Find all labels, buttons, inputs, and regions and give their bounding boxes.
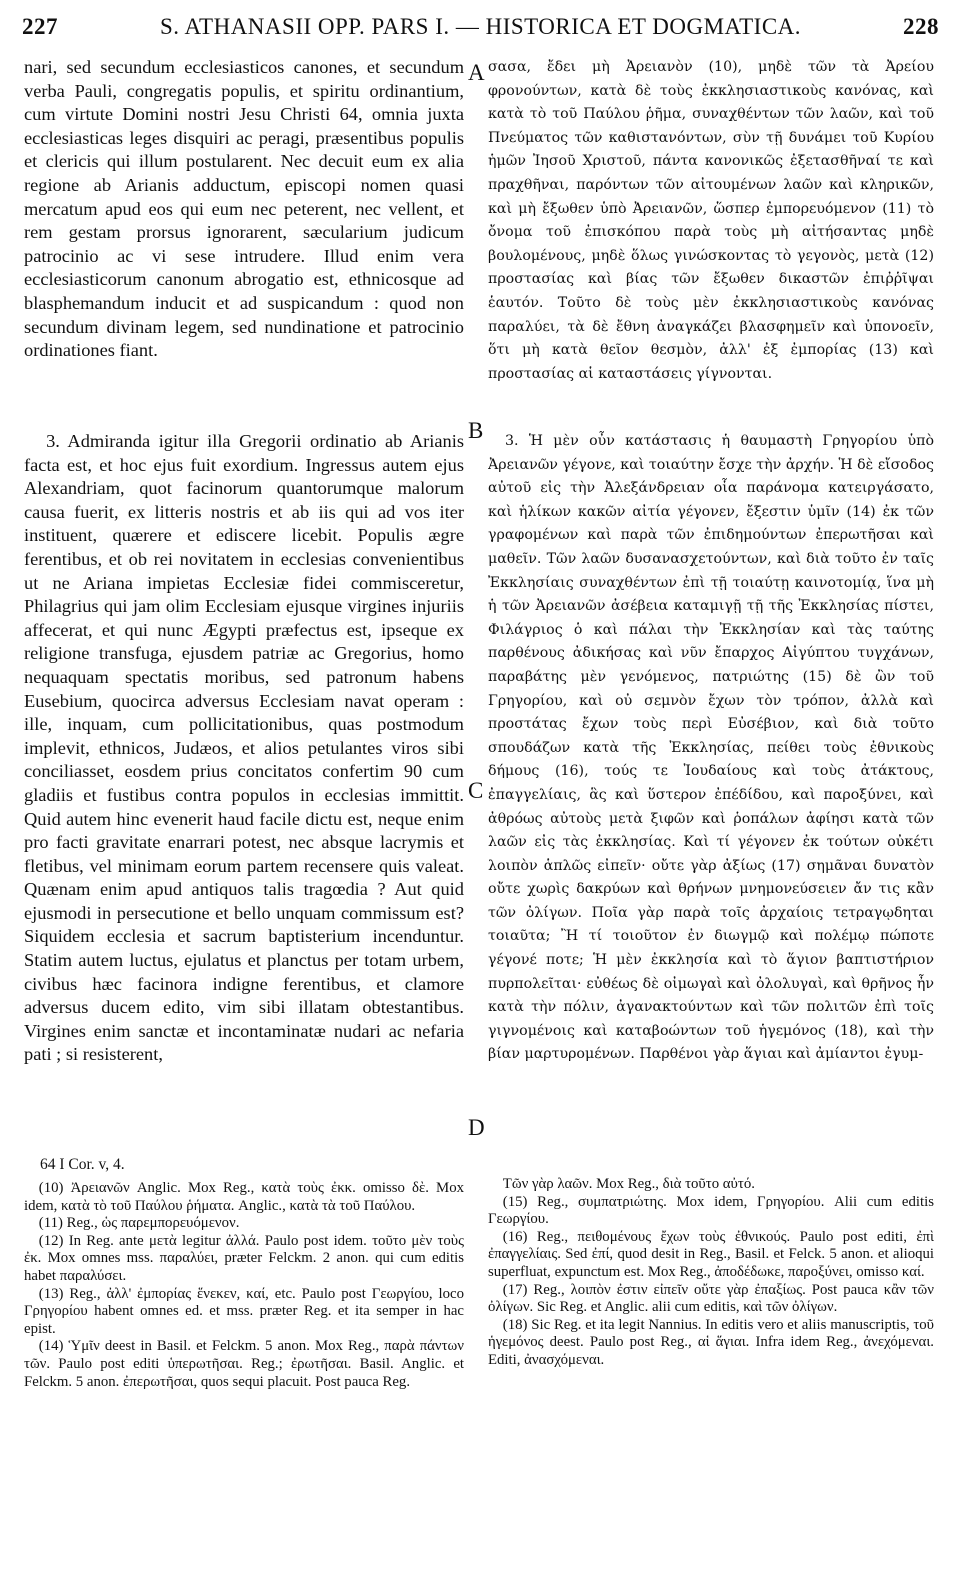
latin-column-top (24, 56, 464, 396)
note-18: (18) Sic Reg. et ita legit Nannius. In editis vero et aliis manuscriptis, τοῦ ἡγεμόνος deest. Paulo post Reg., αἱ ἅγιαι. Infra idem Reg., ἀνεχόμεναι. Editi, ἀνασχόμεναι. (488, 1316, 934, 1368)
margin-marker-a: A (468, 60, 485, 85)
note-12: (12) In Reg. ante μετὰ legitur ἀλλά. Paulo post idem. τοῦτο μὲν τοὺς ἐκ. Mox omnes mss. παραλύει, præter Felckm. 2 anon. qui cum editis habet παραλύσει. (24, 1232, 464, 1284)
latin-paragraph-1: nari, sed secundum ecclesiasticos canones, et secundum verba Pauli, congregatis populis, et spiritu ordinantium, cum virtute Domini nostri Jesu Christi 64, omnia juxta ecclesiasticas leges disquiri ac peragi, præsentibus populis et clericis qui illum postularent. Nec decuit eum ex alia regione ab Arianis adductum, episcopi nomen quasi mercatum apud eos qui eum nec peterent, nec vellent, et rem gestam prorsus ignorarent, sæcularium judicum patrocinio ac vi sese intrudere. Illud enim vera ecclesiasticorum canonum abrogatio est, ethnicosque ad blasphemandum inducit et ad suspicandum : quod non secundum divinam legem, sed nundinatione et patrocinio ordinationes fiant. (24, 57, 464, 361)
latin-paragraph-2: 3. Admiranda igitur illa Gregorii ordinatio ab Arianis facta est, et hoc ejus fuit exordium. Ingressus autem ejus Alexandriam, quot facinorum quantorumque malorum causa fuerit, ex litteris nostris et ab iis qui ad vos iter instituent, quærere et ediscere licebit. Populis ægre ferentibus, et ob rei novitatem in ecclesias convenientibus ut ne Ariana impietas Ecclesiæ fidei commisceretur, Philagrius qui jam olim Ecclesiam ejusque virgines injuriis affecerat, et qui nunc Ægypti præfectus est, ipseque ex religione transfuga, ejusdem patriæ ac Gregorius, homo nequaquam spectatis moribus, sed patronum habens Eusebium, quocirca adversus Ecclesiam navat operam : ille, inquam, cum pollicitationibus, quas postmodum implevit, ethnicos, Judæos, et alios petulantes viros sibi conciliasset, eosdem prius concitatos confertim 90 cum gladiis et fustibus contra populos in ecclesias immittit. Quid autem hinc evenerit haud facile dictu est, neque enim pro facti gravitate enarrari potest, nec absque lacrymis et fletibus, vel minimam eorum partem recensere quis valeat. Quænam enim apud antiquos talis tragœdia ? Aut quid ejusmodi in persecutione et bello unquam commissum est? Siquidem ecclesia et sacrum baptisterium incenduntur. Statim autem luctus, ejulatus et planctus per totam urbem, civibus hæc facinora indigne ferentibus, et clamore adversus ducem edito, vim sibi illatam obtestantibus. Virgines enim sanctæ et incontaminatæ nudari ac nefaria pati ; si resisterent, (24, 431, 464, 1065)
greek-column-top (488, 56, 934, 428)
margin-marker-c: C (468, 778, 484, 803)
margin-marker-d: D (468, 1115, 485, 1140)
page-number-right: 228 (903, 14, 939, 39)
page-number-left: 227 (22, 14, 58, 39)
greek-column-bottom (488, 430, 934, 1150)
note-10: (10) Ἀρειανῶν Anglic. Mox Reg., κατὰ τοὺς ἐκκ. omisso δὲ. Mox idem, κατὰ τὸ τοῦ Παύλου ῥήματα. Anglic., κατὰ τὰ τοῦ Παύλου. (24, 1180, 464, 1214)
latin-column-bottom (24, 430, 464, 1150)
greek-paragraph-1: σασα, ἔδει μὴ Ἀρειανὸν (10), μηδὲ τῶν τὰ Ἀρείου φρονούντων, κατὰ δὲ τοὺς ἐκκλησιαστικοὺς κανόνας, καὶ κατὰ τὸ τοῦ Παύλου ῥῆμα, συναχθέντων τῶν λαῶν, καὶ τοῦ Πνεύματος τῶν καθιστανόντων, σὺν τῇ δυνάμει τοῦ Κυρίου ἡμῶν Ἰησοῦ Χριστοῦ, πάντα κανονικῶς ἐξετασθῆναί τε καὶ πραχθῆναι, παρόντων τῶν αἰτουμένων λαῶν καὶ κληρικῶν, καὶ μὴ ἔξωθεν ὑπὸ Ἀρειανῶν, ὥσπερ ἐμπορευόμενον (11) τὸ ὄνομα τοῦ ἐπισκόπου παρὰ τοὺς μὴ αἰτήσαντας μηδὲ βουλομένους, μηδὲ ὅλως γινώσκοντας τὸ γεγονὸς, μετὰ (12) προστασίας καὶ βίας τῶν ἔξωθεν δικαστῶν ἐπιῤῥῖψαι ἑαυτόν. Τοῦτο δὲ τοὺς μὲν ἐκκλησιαστικοὺς κανόνας παραλύει, τὰ δὲ ἔθνη ἀναγκάζει βλασφημεῖν καὶ ὑπονοεῖν, ὅτι μὴ κατὰ θεῖον θεσμὸν, ἀλλ' ἐξ ἐμπορίας (13) καὶ προστασίας αἱ καταστάσεις γίγνονται. (488, 59, 934, 382)
note-13: (13) Reg., ἀλλ' ἐμπορίας ἕνεκεν, καί, etc. Paulo post Γεωργίου, loco Γρηγορίου habent omnes ed. et mss. præter Reg. et ita semper in hac epist. (24, 1285, 464, 1337)
note-15: (15) Reg., συμπατριώτης. Mox idem, Γρηγορίου. Alii cum editis Γεωργίου. (488, 1193, 934, 1228)
running-title: S. ATHANASII OPP. PARS I. — HISTORICA ET DOGMATICA. (159, 14, 802, 39)
margin-marker-b: B (468, 418, 484, 443)
notes-left-column (24, 1180, 464, 1560)
note-14-continued: Τῶν γὰρ λαῶν. Mox Reg., διὰ τοῦτο αὐτό. (502, 1176, 755, 1192)
notes-right-column (488, 1176, 934, 1556)
note-16: (16) Reg., πειθομένους ἔχων τοὺς ἐθνικούς. Paulo post editi, ἐπὶ ἐπαγγελίαις. Sed ἐπί, quod desit in Reg., Basil. et Felck. 5 anon. et alioqui superfluat, expunctum est. Mox Reg., ἀποδέδωκε, παροξύνει, omisso καί. (488, 1228, 934, 1280)
note-11: (11) Reg., ὡς παρεμπορευόμενον. (38, 1215, 240, 1232)
greek-paragraph-2: 3. Ἡ μὲν οὖν κατάστασις ἡ θαυμαστὴ Γρηγορίου ὑπὸ Ἀρειανῶν γέγονε, καὶ τοιαύτην ἔσχε τὴν ἀρχήν. Ἡ δὲ εἴσοδος αὐτοῦ εἰς τὴν Ἀλεξάνδρειαν οἷα παράνομα κατειργάσατο, καὶ ἡλίκων κακῶν αἰτία γέγονεν, ἔξεστιν ὑμῖν (14) ἐκ τῶν γραφομένων καὶ παρὰ τῶν ἐπιδημούντων ἐπερωτῆσαι καὶ μαθεῖν. Τῶν λαῶν δυσανασχετούντων, καὶ διὰ τοῦτο ἐν ταῖς Ἐκκλησίαις συναχθέντων ἐπὶ τῇ τοιαύτῃ καινοτομίᾳ, ἵνα μὴ ἡ τῶν Ἀρειανῶν ἀσέβεια καταμιγῇ τῇ τῆς Ἐκκλησίας πίστει, Φιλάγριος ὁ καὶ πάλαι τὴν Ἐκκλησίαν καὶ τὰς ταύτης παρθένους ἀδικήσας καὶ νῦν ἔπαρχος Αἰγύπτου τυγχάνων, παραβάτης μὲν γενόμενος, πατριώτης (15) δὲ ὢν τοῦ Γρηγορίου, καὶ οὐ σεμνὸν ἔχων τὸν τρόπον, ἀλλὰ καὶ προστάτας ἔχων τοὺς περὶ Εὐσέβιον, καὶ διὰ τοῦτο σπουδάζων κατὰ τῆς Ἐκκλησίας, πείθει τοὺς ἐθνικοὺς δήμους (16), τούς τε Ἰουδαίους καὶ τοὺς ἀτάκτους, ἐπαγγελίαις, ἃς καὶ ὕστερον ἐπέδίδου, καὶ παροξύνει, καὶ ἀθρόως αὐτοὺς μετὰ ξιφῶν καὶ ῥοπάλων ἀφίησι κατὰ τῶν λαῶν εἰς τὰς ἐκκλησίας. Καὶ τί γέγονεν ἐκ τούτων οὐκέτι λοιπὸν ἁπλῶς εἰπεῖν· οὔτε γὰρ ἀξίως (17) σημᾶναι δυνατὸν οὔτε χωρὶς δακρύων καὶ θρήνων μνημονεύσειεν ἄν τις κἂν τῶν ὀλίγων. Ποῖα γὰρ παρὰ τοῖς ἀρχαίοις τετραγῳδηται τοιαῦτα; Ἢ τί τοιοῦτον ἐν διωγμῷ καὶ πολέμῳ πώποτε γέγονέ ποτε; Ἡ μὲν ἐκκλησία καὶ τὸ ἅγιον βαπτιστήριον πυρπολεῖται· εὐθέως δὲ οἰμωγαὶ καὶ ὀλολυγαὶ, καὶ θρῆνος ἦν κατὰ τὴν πόλιν, ἀγανακτούντων καὶ τῶν πολιτῶν ἐπὶ τοῖς γιγνομένοις καὶ καταβοώντων τοῦ ἡγεμόνος (18), καὶ τὴν βίαν μαρτυρομένων. Παρθένοι γὰρ ἅγιαι καὶ ἀμίαντοι ἐγυμ- (488, 433, 934, 1063)
running-header (22, 14, 939, 48)
note-17: (17) Reg., λοιπὸν ἐστιν εἰπεῖν οὔτε γὰρ ἐπαξίως. Post pauca κἂν τῶν ὀλίγων. Sic Reg. et Anglic. alii cum editis, καὶ τῶν ὀλίγων. (488, 1281, 934, 1316)
note-14: (14) Ὑμῖν deest in Basil. et Felckm. 5 anon. Mox Reg., παρὰ πάντων τῶν. Paulo post editi ὑπερωτῆσαι. Reg.; ἐρωτῆσαι. Basil. Anglic. et Felckm. 5 anon. ἐπερωτῆσαι, quos sequi placuit. Post pauca Reg. (24, 1338, 464, 1390)
footnote-64: 64 I Cor. v, 4. (40, 1156, 125, 1173)
